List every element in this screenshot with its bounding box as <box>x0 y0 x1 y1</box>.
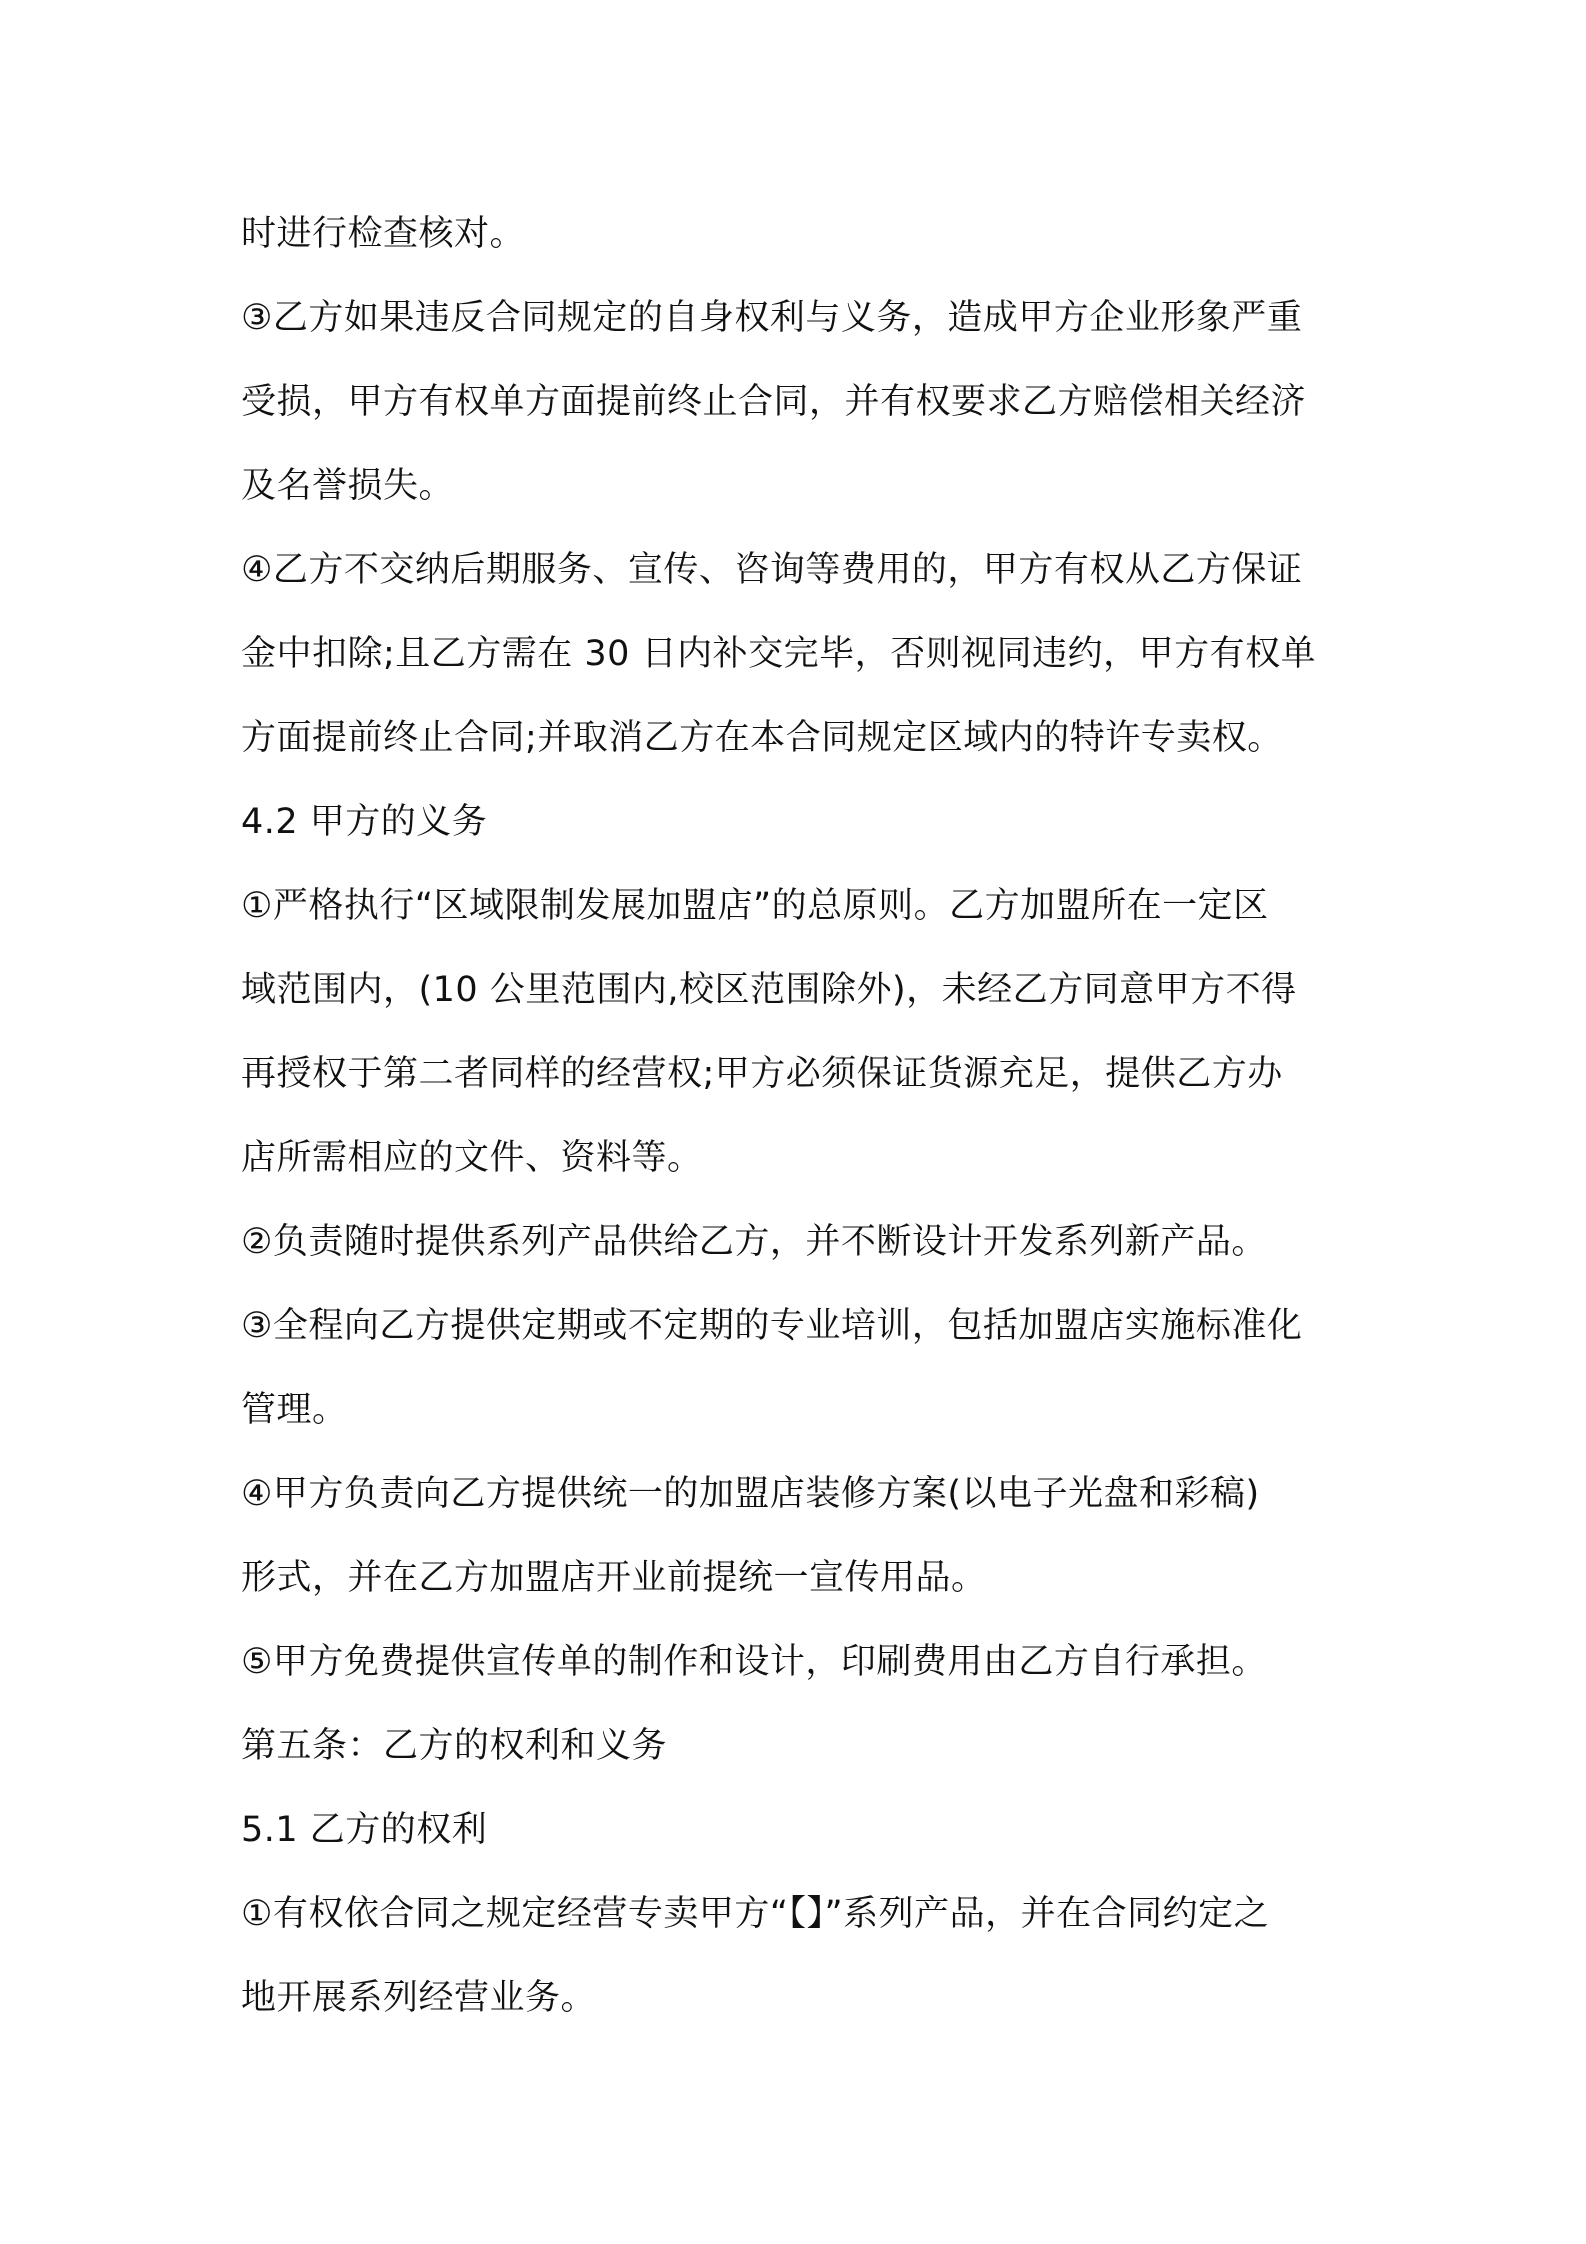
text-line: 店所需相应的文件、资料等。 <box>241 1138 703 1178</box>
text-line: 时进行检查核对。 <box>241 214 526 254</box>
section-heading: 5.1 乙方的权利 <box>241 1810 488 1850</box>
text-line: ④甲方负责向乙方提供统一的加盟店装修方案(以电子光盘和彩稿) <box>241 1474 1260 1514</box>
text-line: 金中扣除;且乙方需在 30 日内补交完毕，否则视同违约，甲方有权单 <box>241 634 1317 674</box>
text-line: ①严格执行“区域限制发展加盟店”的总原则。乙方加盟所在一定区 <box>241 886 1269 926</box>
document-body <box>241 192 1361 2040</box>
text-line: 地开展系列经营业务。 <box>241 1978 597 2018</box>
text-line: ⑤甲方免费提供宣传单的制作和设计，印刷费用由乙方自行承担。 <box>241 1642 1267 1682</box>
text-line: 形式，并在乙方加盟店开业前提统一宣传用品。 <box>241 1558 987 1598</box>
text-line: 域范围内，(10 公里范围内,校区范围除外)，未经乙方同意甲方不得 <box>241 970 1297 1010</box>
text-line: ①有权依合同之规定经营专卖甲方“【】”系列产品，并在合同约定之 <box>241 1894 1270 1934</box>
article-heading: 第五条：乙方的权利和义务 <box>241 1726 668 1766</box>
text-line: ③乙方如果违反合同规定的自身权利与义务，造成甲方企业形象严重 <box>241 298 1303 338</box>
text-line: 管理。 <box>241 1390 348 1430</box>
text-line: ④乙方不交纳后期服务、宣传、咨询等费用的，甲方有权从乙方保证 <box>241 550 1303 590</box>
text-line: 受损，甲方有权单方面提前终止合同，并有权要求乙方赔偿相关经济 <box>241 382 1307 422</box>
text-line: 及名誉损失。 <box>241 466 455 506</box>
text-line: 再授权于第二者同样的经营权;甲方必须保证货源充足，提供乙方办 <box>241 1054 1283 1094</box>
text-line: ③全程向乙方提供定期或不定期的专业培训，包括加盟店实施标准化 <box>241 1306 1303 1346</box>
section-heading: 4.2 甲方的义务 <box>241 802 488 842</box>
text-line: ②负责随时提供系列产品供给乙方，并不断设计开发系列新产品。 <box>241 1222 1267 1262</box>
text-line: 方面提前终止合同;并取消乙方在本合同规定区域内的特许专卖权。 <box>241 718 1283 758</box>
